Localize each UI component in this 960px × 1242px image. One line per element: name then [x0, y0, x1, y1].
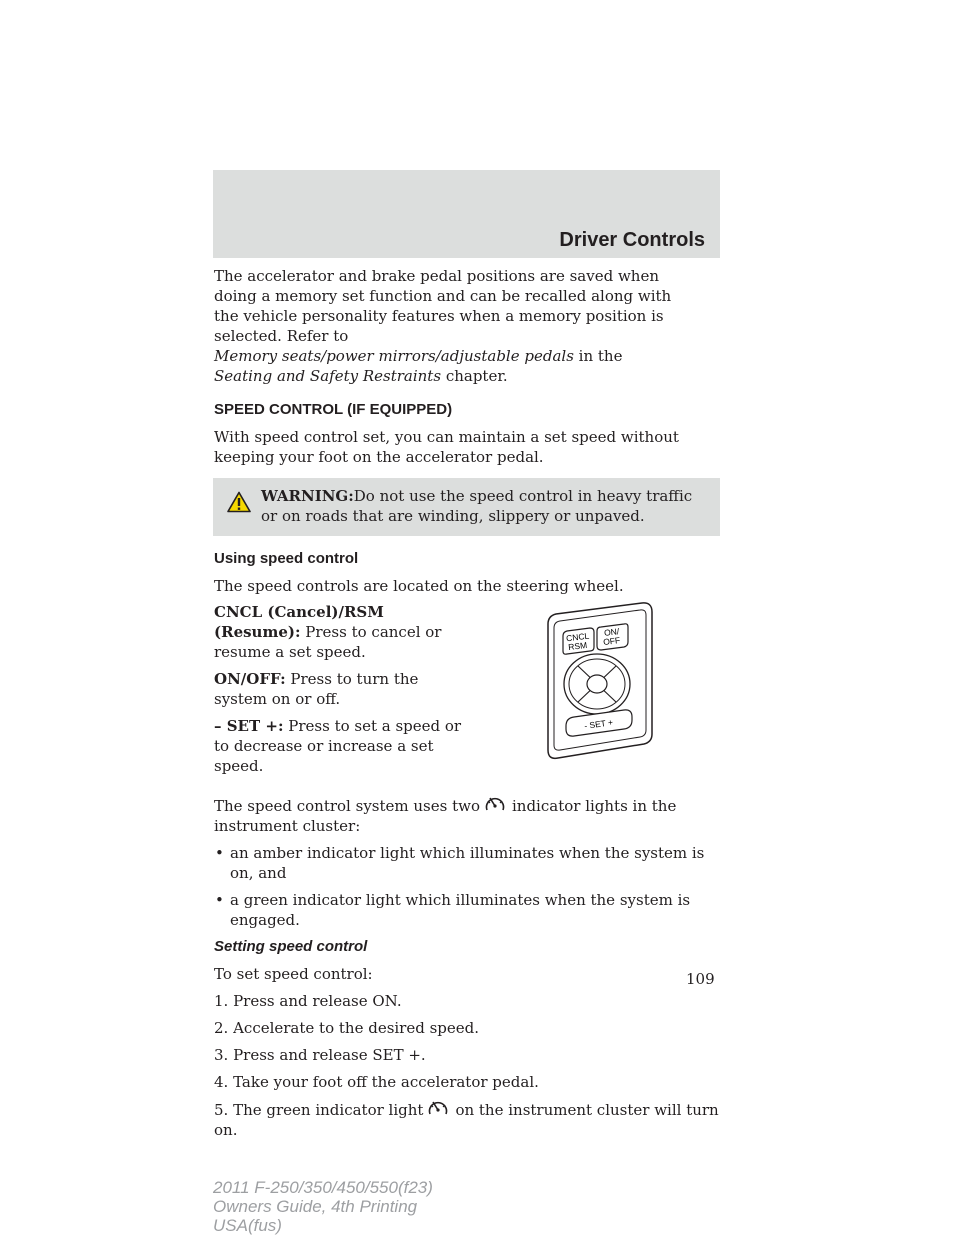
intro-in-the: in the [578, 347, 623, 365]
section-text: With speed control set, you can maintain a set speed without keeping your foot on the accelerator pedal. [214, 428, 679, 466]
indicator-paragraph [214, 795, 718, 836]
round-selector-dial [564, 654, 630, 714]
on-label: ON/ [603, 626, 620, 638]
intro-paragraph [214, 266, 684, 386]
cncl-rsm-button [563, 628, 594, 654]
document-footer [213, 1178, 513, 1235]
footer-model-code: (f23) [397, 1178, 433, 1197]
rsm-label: RSM [567, 639, 588, 653]
control-text: Press to turn the system on or off. [214, 670, 419, 708]
control-label: ON/OFF: [214, 670, 286, 688]
footer-line-2: Owners Guide, 4th Printing [213, 1197, 418, 1216]
setting-step-5 [214, 1099, 720, 1140]
indicator-list [214, 843, 720, 930]
controls-list [214, 602, 474, 776]
footer-model: 2011 F-250/350/450/550 [213, 1178, 398, 1197]
intro-chapter: chapter. [445, 367, 508, 385]
control-label: – SET +: [214, 717, 284, 735]
setting-step-1: 1. Press and release ON. [214, 992, 402, 1010]
green-indicator-icon [427, 1099, 449, 1117]
control-item-cncl [214, 602, 474, 662]
setting-step-4: 4. Take your foot off the accelerator pedal. [214, 1073, 539, 1091]
page-number: 109 [686, 970, 715, 988]
step5-text-after: on the instrument cluster will turn on. [214, 1101, 719, 1139]
set-label: - SET + [583, 717, 614, 731]
footer-line-1 [213, 1178, 513, 1197]
indicator-text-after: indicator lights in the instrument cluster: [214, 797, 677, 835]
speed-control-indicator-icon [484, 795, 506, 813]
intro-reference-2: Seating and Safety Restraints [214, 367, 442, 385]
section-heading: SPEED CONTROL (IF EQUIPPED) [214, 401, 453, 418]
on-off-button [597, 624, 628, 650]
chapter-header [213, 170, 720, 258]
step5-text-before: 5. The green indicator light [214, 1101, 424, 1119]
warning-label: WARNING: [261, 487, 354, 505]
setting-intro: To set speed control: [214, 965, 373, 983]
warning-box [213, 478, 720, 536]
bullet-dot: • [215, 844, 224, 862]
control-item-set [214, 716, 466, 776]
indicator-text-before: The speed control system uses two [214, 797, 480, 815]
warning-text [261, 486, 706, 526]
intro-text: The accelerator and brake pedal positions are saved when doing a memory set function and can be recalled along with the vehicle personality features when a memory position is selected. Refer to [214, 267, 672, 345]
warning-body: Do not use the speed control in heavy traffic or on roads that are winding, slippery or unpaved. [261, 487, 693, 525]
footer-line-3 [213, 1216, 513, 1235]
using-text: The speed controls are located on the steering wheel. [214, 577, 624, 595]
off-label: OFF [602, 635, 621, 648]
bullet-text: an amber indicator light which illuminates when the system is on, and [230, 844, 705, 882]
setting-step-3: 3. Press and release SET +. [214, 1046, 426, 1064]
list-item [214, 890, 720, 930]
bullet-dot: • [215, 891, 224, 909]
footer-region-code: (fus) [247, 1216, 282, 1235]
using-heading: Using speed control [214, 550, 359, 567]
setting-step-2: 2. Accelerate to the desired speed. [214, 1019, 480, 1037]
control-label: CNCL (Cancel)/RSM (Resume): [214, 603, 384, 641]
list-item [214, 843, 720, 883]
control-item-onoff [214, 669, 464, 709]
chapter-title: Driver Controls [559, 229, 705, 251]
page-content [214, 266, 720, 1140]
controls-description [214, 602, 720, 790]
footer-region: USA [213, 1216, 248, 1235]
cncl-label: CNCL [565, 630, 590, 644]
warning-triangle-icon [227, 491, 251, 513]
bullet-text: a green indicator light which illuminates when the system is engaged. [230, 891, 691, 929]
control-text: Press to cancel or resume a set speed. [214, 623, 442, 661]
speed-control-illustration [544, 602, 656, 762]
control-text: Press to set a speed or to decrease or increase a set speed. [214, 717, 462, 775]
intro-reference-1: Memory seats/power mirrors/adjustable pedals [214, 347, 574, 365]
setting-heading: Setting speed control [214, 938, 368, 955]
